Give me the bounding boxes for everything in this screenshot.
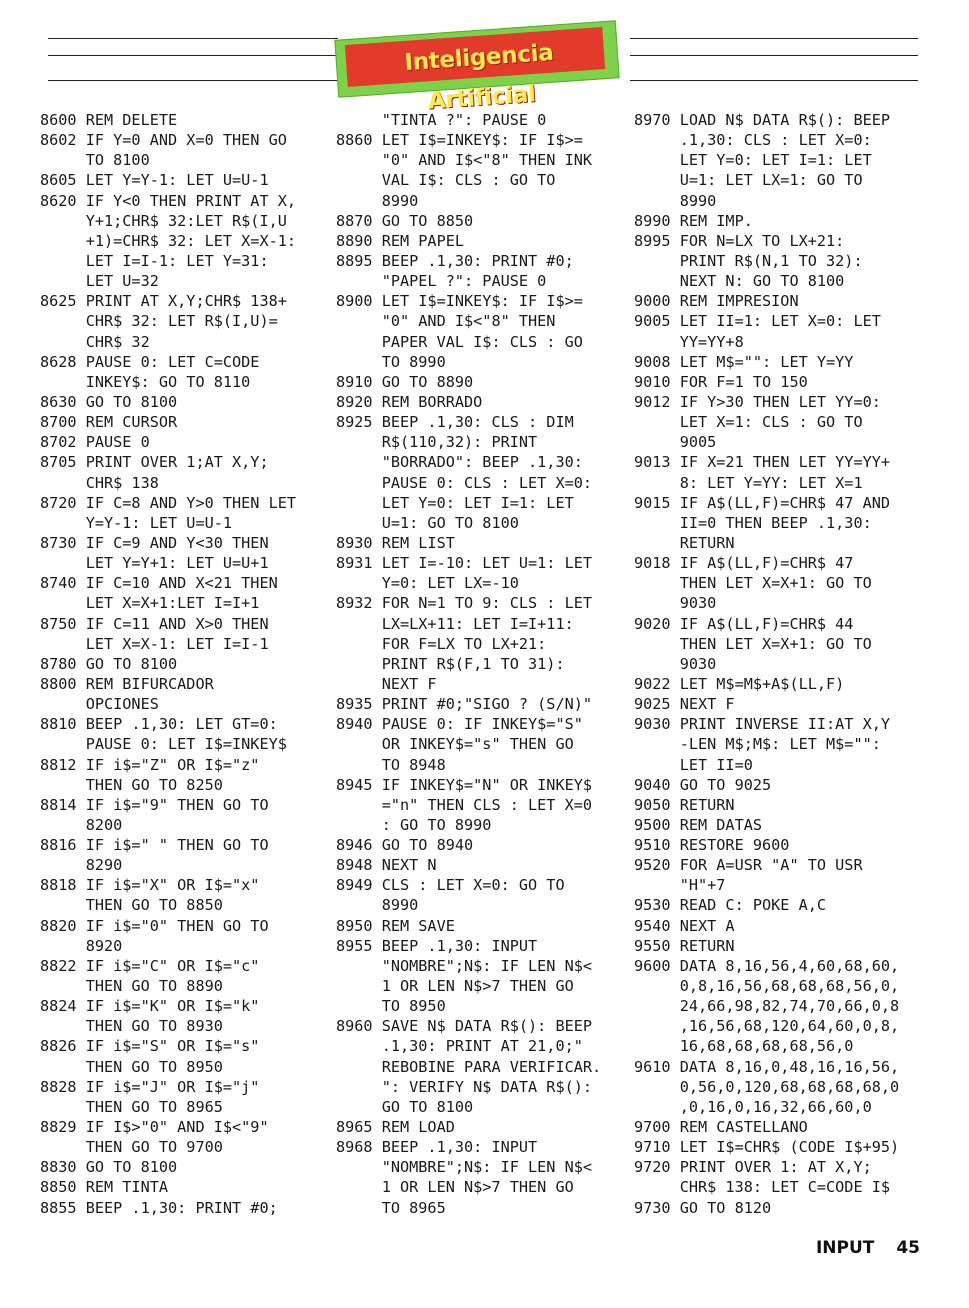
code-line: 9008 LET M$="": LET Y=YY [634, 352, 854, 371]
code-line: 9020 IF A$(LL,F)=CHR$ 44 [634, 614, 854, 633]
code-line: 8: LET Y=YY: LET X=1 [634, 473, 863, 492]
code-line: ,0,16,0,16,32,66,60,0 [634, 1097, 872, 1116]
code-line: "0" AND I$<"8" THEN [336, 312, 556, 331]
code-line: 9530 READ C: POKE A,C [634, 896, 827, 915]
code-line: LET Y=0: LET I=1: LET [336, 493, 574, 512]
code-line: +1)=CHR$ 32: LET X=X-1: [40, 231, 297, 250]
header-rule-right-3 [630, 80, 918, 81]
code-line: "BORRADO": BEEP .1,30: [336, 453, 583, 472]
code-line: "PAPEL ?": PAUSE 0 [336, 272, 547, 291]
banner-title: Inteligencia Artificial [403, 39, 555, 115]
code-line: 8930 REM LIST [336, 533, 455, 552]
header-rule-right-1 [630, 38, 918, 39]
code-line: 8830 GO TO 8100 [40, 1158, 178, 1177]
code-line: 8910 GO TO 8890 [336, 372, 474, 391]
code-line: 8814 IF i$="9" THEN GO TO [40, 795, 269, 814]
code-line: GO TO 8100 [336, 1097, 474, 1116]
header-rule-right-2 [630, 55, 918, 56]
code-line: 8995 FOR N=LX TO LX+21: [634, 231, 845, 250]
code-line: 8945 IF INKEY$="N" OR INKEY$ [336, 775, 593, 794]
footer-page-number: 45 [896, 1238, 920, 1258]
code-line: LET X=1: CLS : GO TO [634, 413, 863, 432]
code-line: 8625 PRINT AT X,Y;CHR$ 138+ [40, 292, 287, 311]
code-line: 9030 PRINT INVERSE II:AT X,Y [634, 715, 891, 734]
code-line: ="n" THEN CLS : LET X=0 [336, 795, 593, 814]
code-line: "0" AND I$<"8" THEN INK [336, 151, 593, 170]
code-line: 8605 LET Y=Y-1: LET U=U-1 [40, 171, 269, 190]
code-line: 8990 [634, 191, 717, 210]
code-line: 9510 RESTORE 9600 [634, 836, 790, 855]
code-line: OPCIONES [40, 695, 159, 714]
code-line: THEN GO TO 8850 [40, 896, 223, 915]
code-line: 9015 IF A$(LL,F)=CHR$ 47 AND [634, 493, 891, 512]
code-line: Y+1;CHR$ 32:LET R$(I,U [40, 211, 287, 230]
code-line: THEN LET X=X+1: GO TO [634, 574, 872, 593]
header-rule-left-3 [48, 80, 338, 81]
code-line: 9030 [634, 594, 717, 613]
code-line: II=0 THEN BEEP .1,30: [634, 513, 872, 532]
code-line: 8990 [336, 896, 419, 915]
code-line: TO 8100 [40, 151, 150, 170]
code-line: 8935 PRINT #0;"SIGO ? (S/N)" [336, 695, 593, 714]
code-line: LET X=X+1:LET I=I+1 [40, 594, 260, 613]
code-line: 9500 REM DATAS [634, 815, 763, 834]
code-line: LET Y=Y+1: LET U=U+1 [40, 554, 269, 573]
code-line: 8968 BEEP .1,30: INPUT [336, 1138, 538, 1157]
code-line: 8820 IF i$="0" THEN GO TO [40, 916, 269, 935]
code-line: 9730 GO TO 8120 [634, 1198, 772, 1217]
code-line: 0,8,16,56,68,68,68,56,0, [634, 977, 900, 996]
code-line: 9000 REM IMPRESION [634, 292, 799, 311]
code-line: 1 OR LEN N$>7 THEN GO [336, 1178, 574, 1197]
code-line: R$(110,32): PRINT [336, 433, 538, 452]
code-line: THEN GO TO 8890 [40, 977, 223, 996]
code-line: ": VERIFY N$ DATA R$(): [336, 1077, 593, 1096]
code-line: : GO TO 8990 [336, 815, 492, 834]
code-line: FOR F=LX TO LX+21: [336, 634, 547, 653]
code-line: THEN GO TO 8950 [40, 1057, 223, 1076]
code-line: LX=LX+11: LET I=I+11: [336, 614, 574, 633]
code-line: LET U=32 [40, 272, 159, 291]
code-line: CHR$ 138 [40, 473, 159, 492]
listing-column-2 [336, 110, 632, 1218]
code-line: 8730 IF C=9 AND Y<30 THEN [40, 533, 269, 552]
code-line: 9710 LET I$=CHR$ (CODE I$+95) [634, 1138, 900, 1157]
code-line: 8628 PAUSE 0: LET C=CODE [40, 352, 260, 371]
code-line: LET X=X-1: LET I=I-1 [40, 634, 269, 653]
code-line: 8965 REM LOAD [336, 1118, 455, 1137]
code-line: 8829 IF I$>"0" AND I$<"9" [40, 1118, 269, 1137]
code-line: TO 8948 [336, 755, 446, 774]
code-line: LET I=I-1: LET Y=31: [40, 251, 269, 270]
code-line: PRINT R$(F,1 TO 31): [336, 654, 565, 673]
code-line: 8940 PAUSE 0: IF INKEY$="S" [336, 715, 583, 734]
code-line: THEN GO TO 9700 [40, 1138, 223, 1157]
code-line: 9022 LET M$=M$+A$(LL,F) [634, 674, 845, 693]
code-line: 9010 FOR F=1 TO 150 [634, 372, 808, 391]
code-line: 9700 REM CASTELLANO [634, 1118, 808, 1137]
code-line: 9720 PRINT OVER 1: AT X,Y; [634, 1158, 872, 1177]
code-line: 8895 BEEP .1,30: PRINT #0; [336, 251, 574, 270]
header-rule-left-2 [48, 55, 338, 56]
code-line: Y=0: LET LX=-10 [336, 574, 519, 593]
footer-magazine-name: INPUT [815, 1238, 875, 1258]
code-line: 8290 [40, 856, 123, 875]
code-line: RETURN [634, 533, 735, 552]
code-line: 8750 IF C=11 AND X>0 THEN [40, 614, 269, 633]
code-line: 8970 LOAD N$ DATA R$(): BEEP [634, 111, 891, 129]
code-line: NEXT F [336, 674, 437, 693]
code-line: LET II=0 [634, 755, 753, 774]
code-line: REBOBINE PARA VERIFICAR. [336, 1057, 602, 1076]
code-line: 8990 REM IMP. [634, 211, 753, 230]
code-line: 8740 IF C=10 AND X<21 THEN [40, 574, 278, 593]
code-line: 8855 BEEP .1,30: PRINT #0; [40, 1198, 278, 1217]
code-line: 0,56,0,120,68,68,68,68,0 [634, 1077, 900, 1096]
code-line: 8900 LET I$=INKEY$: IF I$>= [336, 292, 583, 311]
code-line: 8620 IF Y<0 THEN PRINT AT X, [40, 191, 297, 210]
code-line: U=1: LET LX=1: GO TO [634, 171, 863, 190]
code-line: THEN LET X=X+1: GO TO [634, 634, 872, 653]
code-line: 9550 RETURN [634, 936, 735, 955]
code-line: 16,68,68,68,68,56,0 [634, 1037, 854, 1056]
code-line: 8990 [336, 191, 419, 210]
code-line: 8810 BEEP .1,30: LET GT=0: [40, 715, 278, 734]
code-line: 9018 IF A$(LL,F)=CHR$ 47 [634, 554, 854, 573]
code-line: 8800 REM BIFURCADOR [40, 674, 214, 693]
code-line: 8960 SAVE N$ DATA R$(): BEEP [336, 1017, 593, 1036]
code-line: 8850 REM TINTA [40, 1178, 169, 1197]
code-line: 8705 PRINT OVER 1;AT X,Y; [40, 453, 269, 472]
code-line: THEN GO TO 8965 [40, 1097, 223, 1116]
code-line: TO 8965 [336, 1198, 446, 1217]
code-line: "H"+7 [634, 876, 726, 895]
code-line: 9540 NEXT A [634, 916, 735, 935]
code-line: 9013 IF X=21 THEN LET YY=YY+ [634, 453, 891, 472]
code-line: U=1: GO TO 8100 [336, 513, 519, 532]
code-line: PRINT R$(N,1 TO 32): [634, 251, 863, 270]
code-line: OR INKEY$="s" THEN GO [336, 735, 574, 754]
code-line: CHR$ 32 [40, 332, 150, 351]
code-line: PAPER VAL I$: CLS : GO [336, 332, 583, 351]
code-line: 9600 DATA 8,16,56,4,60,68,60, [634, 956, 900, 975]
code-line: 8920 REM BORRADO [336, 392, 483, 411]
code-line: NEXT N: GO TO 8100 [634, 272, 845, 291]
code-line: 8955 BEEP .1,30: INPUT [336, 936, 538, 955]
code-line: 8946 GO TO 8940 [336, 836, 474, 855]
code-line: 8948 NEXT N [336, 856, 437, 875]
code-line: .1,30: PRINT AT 21,0;" [336, 1037, 583, 1056]
code-line: 8702 PAUSE 0 [40, 433, 150, 452]
code-line: 8602 IF Y=0 AND X=0 THEN GO [40, 131, 287, 150]
code-line: 8816 IF i$=" " THEN GO TO [40, 836, 269, 855]
code-line: 8812 IF i$="Z" OR I$="z" [40, 755, 260, 774]
code-line: .1,30: CLS : LET X=0: [634, 131, 872, 150]
code-line: 8950 REM SAVE [336, 916, 455, 935]
code-line: 9030 [634, 654, 717, 673]
code-line: 9520 FOR A=USR "A" TO USR [634, 856, 863, 875]
code-line: 1 OR LEN N$>7 THEN GO [336, 977, 574, 996]
code-line: 8931 LET I=-10: LET U=1: LET [336, 554, 593, 573]
code-line: 9610 DATA 8,16,0,48,16,16,56, [634, 1057, 900, 1076]
code-line: LET Y=0: LET I=1: LET [634, 151, 872, 170]
code-line: -LEN M$;M$: LET M$="": [634, 735, 881, 754]
header-rule-left-1 [48, 38, 338, 39]
code-line: "NOMBRE";N$: IF LEN N$< [336, 956, 593, 975]
code-line: 8818 IF i$="X" OR I$="x" [40, 876, 260, 895]
code-line: 8860 LET I$=INKEY$: IF I$>= [336, 131, 583, 150]
code-line: 9005 [634, 433, 717, 452]
code-line: 8720 IF C=8 AND Y>0 THEN LET [40, 493, 297, 512]
code-line: CHR$ 138: LET C=CODE I$ [634, 1178, 891, 1197]
code-line: 8890 REM PAPEL [336, 231, 465, 250]
code-line: VAL I$: CLS : GO TO [336, 171, 556, 190]
code-line: INKEY$: GO TO 8110 [40, 372, 251, 391]
code-line: 8600 REM DELETE [40, 111, 178, 129]
code-line: TO 8950 [336, 997, 446, 1016]
code-line: 24,66,98,82,74,70,66,0,8 [634, 997, 900, 1016]
code-line: 8630 GO TO 8100 [40, 392, 178, 411]
code-line: TO 8990 [336, 352, 446, 371]
code-line: 8780 GO TO 8100 [40, 654, 178, 673]
code-line: 9012 IF Y>30 THEN LET YY=0: [634, 392, 881, 411]
code-line: PAUSE 0: LET I$=INKEY$ [40, 735, 287, 754]
code-line: 8826 IF i$="S" OR I$="s" [40, 1037, 260, 1056]
listing-column-3 [634, 110, 934, 1218]
code-line: CHR$ 32: LET R$(I,U)= [40, 312, 278, 331]
code-line: 8700 REM CURSOR [40, 413, 178, 432]
code-line: 8932 FOR N=1 TO 9: CLS : LET [336, 594, 593, 613]
section-banner [330, 16, 630, 115]
page-footer [770, 1238, 920, 1264]
code-line: PAUSE 0: CLS : LET X=0: [336, 473, 593, 492]
code-line: "NOMBRE";N$: IF LEN N$< [336, 1158, 593, 1177]
code-line: 8200 [40, 815, 123, 834]
code-line: 9005 LET II=1: LET X=0: LET [634, 312, 881, 331]
code-line: 9050 RETURN [634, 795, 735, 814]
listing-column-1 [40, 110, 332, 1218]
code-line: 8949 CLS : LET X=0: GO TO [336, 876, 565, 895]
code-line: Y=Y-1: LET U=U-1 [40, 513, 233, 532]
code-line: "TINTA ?": PAUSE 0 [336, 111, 547, 129]
page-header [0, 0, 969, 115]
code-line: 9025 NEXT F [634, 695, 735, 714]
code-line: 8925 BEEP .1,30: CLS : DIM [336, 413, 574, 432]
code-line: THEN GO TO 8930 [40, 1017, 223, 1036]
code-line: ,16,56,68,120,64,60,0,8, [634, 1017, 900, 1036]
code-line: 8870 GO TO 8850 [336, 211, 474, 230]
code-line: THEN GO TO 8250 [40, 775, 223, 794]
code-line: 8822 IF i$="C" OR I$="c" [40, 956, 260, 975]
code-line: 9040 GO TO 9025 [634, 775, 772, 794]
code-line: 8828 IF i$="J" OR I$="j" [40, 1077, 260, 1096]
code-line: YY=YY+8 [634, 332, 744, 351]
code-line: 8920 [40, 936, 123, 955]
code-line: 8824 IF i$="K" OR I$="k" [40, 997, 260, 1016]
